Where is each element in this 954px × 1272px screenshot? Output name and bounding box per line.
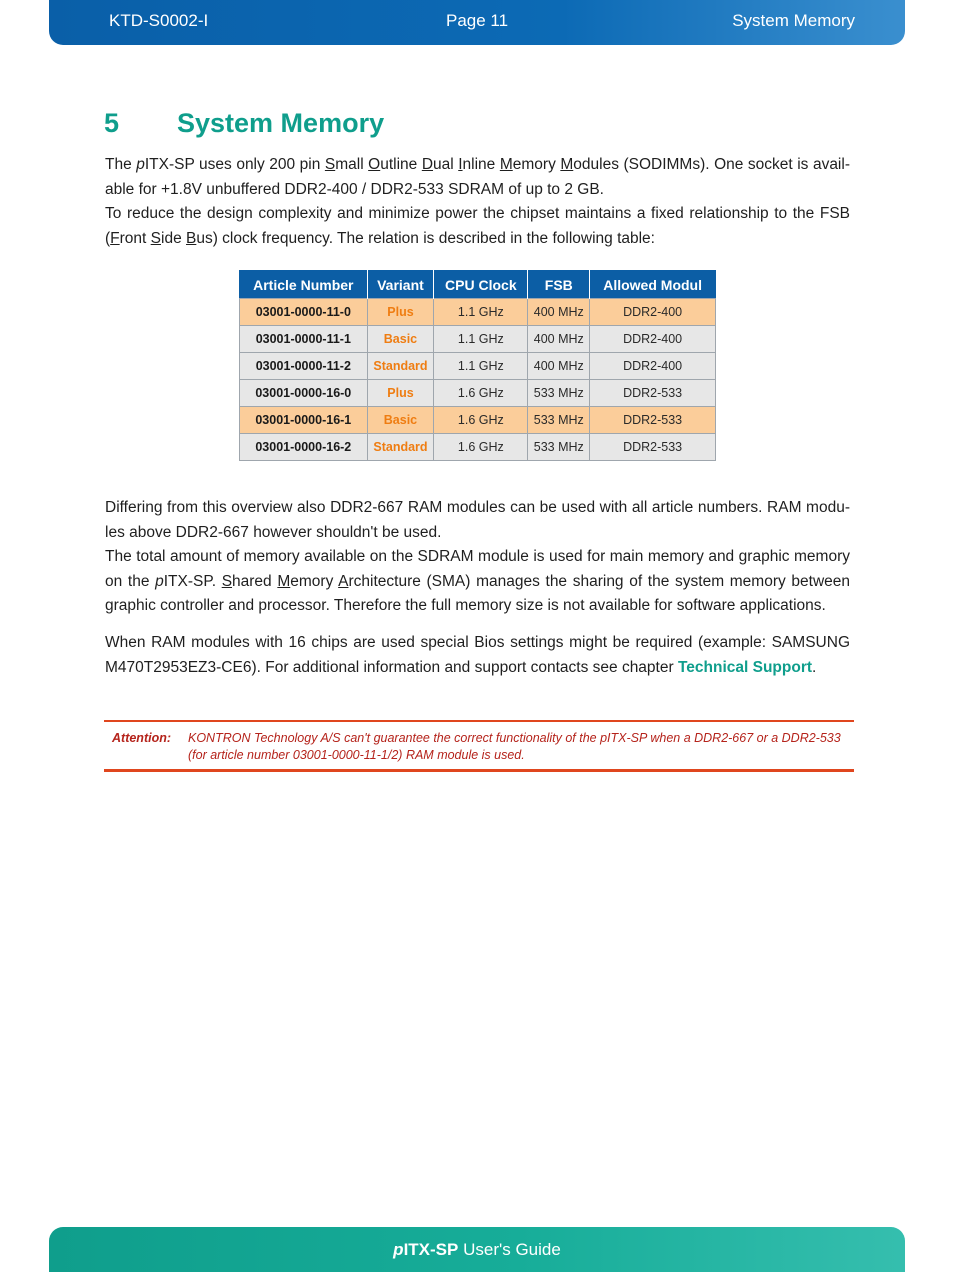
table-row (240, 407, 716, 434)
intro-paragraph-1: The pITX-SP uses only 200 pin Small Outline Dual Inline Memory Modules (SODIMMs). One socket is avail-able for +1.8V unbuffered DDR2-400 / DDR2-533 SDRAM of up to 2 GB. (105, 156, 850, 198)
col-fsb: FSB (528, 271, 590, 299)
table-row (240, 434, 716, 461)
memory-table (239, 270, 716, 461)
attention-message: KONTRON Technology A/S can't guarantee the correct functionality of the pITX-SP when a DDR2-667 or a DDR2-533 (for article number 03001-0000-11-1/2) RAM module is used. (188, 731, 841, 762)
cpu-clock-cell: 1.1 GHz (434, 299, 528, 326)
document-id: KTD-S0002-I (109, 11, 209, 30)
allowed-modul-cell: DDR2-400 (590, 353, 716, 380)
page-footer (49, 1227, 905, 1272)
col-variant: Variant (367, 271, 434, 299)
article-number-cell: 03001-0000-16-2 (240, 434, 368, 461)
fsb-cell: 533 MHz (528, 380, 590, 407)
footer-title: pITX-SP User's Guide (393, 1240, 561, 1259)
table-row (240, 326, 716, 353)
article-number-cell: 03001-0000-16-0 (240, 380, 368, 407)
cpu-clock-cell: 1.1 GHz (434, 353, 528, 380)
table-header-row (240, 271, 716, 299)
allowed-modul-cell: DDR2-400 (590, 326, 716, 353)
article-number-cell: 03001-0000-11-2 (240, 353, 368, 380)
cpu-clock-cell: 1.1 GHz (434, 326, 528, 353)
notes-paragraph-1: Differing from this overview also DDR2-667 RAM modules can be used with all article numbers. RAM modu-les above DDR2-667 however shouldn't be used. (105, 499, 850, 541)
table-row (240, 299, 716, 326)
chapter-heading (104, 108, 384, 139)
cpu-clock-cell: 1.6 GHz (434, 407, 528, 434)
col-article-number: Article Number (240, 271, 368, 299)
attention-label: Attention: (112, 731, 172, 745)
cpu-clock-cell: 1.6 GHz (434, 380, 528, 407)
variant-cell: Basic (367, 326, 434, 353)
allowed-modul-cell: DDR2-533 (590, 407, 716, 434)
intro-paragraph-2: To reduce the design complexity and minimize power the chipset maintains a fixed relationship to the FSB (Front Side Bus) clock frequency. The relation is described in the following table: (105, 205, 850, 247)
allowed-modul-cell: DDR2-400 (590, 299, 716, 326)
notes-paragraph-2: The total amount of memory available on the SDRAM module is used for main memory and graphic memory on the pITX-SP. Shared Memory Architecture (SMA) manages the sharing of the system memory between graphic controller and processor. Therefore the full memory size is not available for software applications. (105, 548, 851, 614)
fsb-cell: 400 MHz (528, 353, 590, 380)
allowed-modul-cell: DDR2-533 (590, 380, 716, 407)
article-number-cell: 03001-0000-16-1 (240, 407, 368, 434)
variant-cell: Standard (367, 353, 434, 380)
variant-cell: Plus (367, 380, 434, 407)
article-number-cell: 03001-0000-11-1 (240, 326, 368, 353)
chapter-title: System Memory (177, 108, 385, 138)
variant-cell: Plus (367, 299, 434, 326)
fsb-cell: 533 MHz (528, 407, 590, 434)
col-cpu-clock: CPU Clock (434, 271, 528, 299)
table-row (240, 380, 716, 407)
memory-notes (105, 496, 850, 619)
allowed-modul-cell: DDR2-533 (590, 434, 716, 461)
variant-cell: Basic (367, 407, 434, 434)
section-name: System Memory (732, 11, 855, 30)
bios-note (105, 631, 850, 680)
page-header (49, 0, 905, 45)
bios-paragraph: When RAM modules with 16 chips are used special Bios settings might be required (example: SAMSUNG M470T2953EZ3-CE6). For additional information and support contacts see chapter Technical Support. (105, 634, 850, 676)
table-row (240, 353, 716, 380)
intro-text (105, 153, 850, 251)
article-number-cell: 03001-0000-11-0 (240, 299, 368, 326)
col-allowed-modul: Allowed Modul (590, 271, 716, 299)
technical-support-link[interactable]: Technical Support (677, 658, 813, 676)
variant-cell: Standard (367, 434, 434, 461)
cpu-clock-cell: 1.6 GHz (434, 434, 528, 461)
fsb-cell: 400 MHz (528, 299, 590, 326)
chapter-number: 5 (104, 108, 120, 138)
fsb-cell: 400 MHz (528, 326, 590, 353)
fsb-cell: 533 MHz (528, 434, 590, 461)
attention-box (104, 720, 854, 772)
page-number: Page 11 (446, 11, 509, 30)
